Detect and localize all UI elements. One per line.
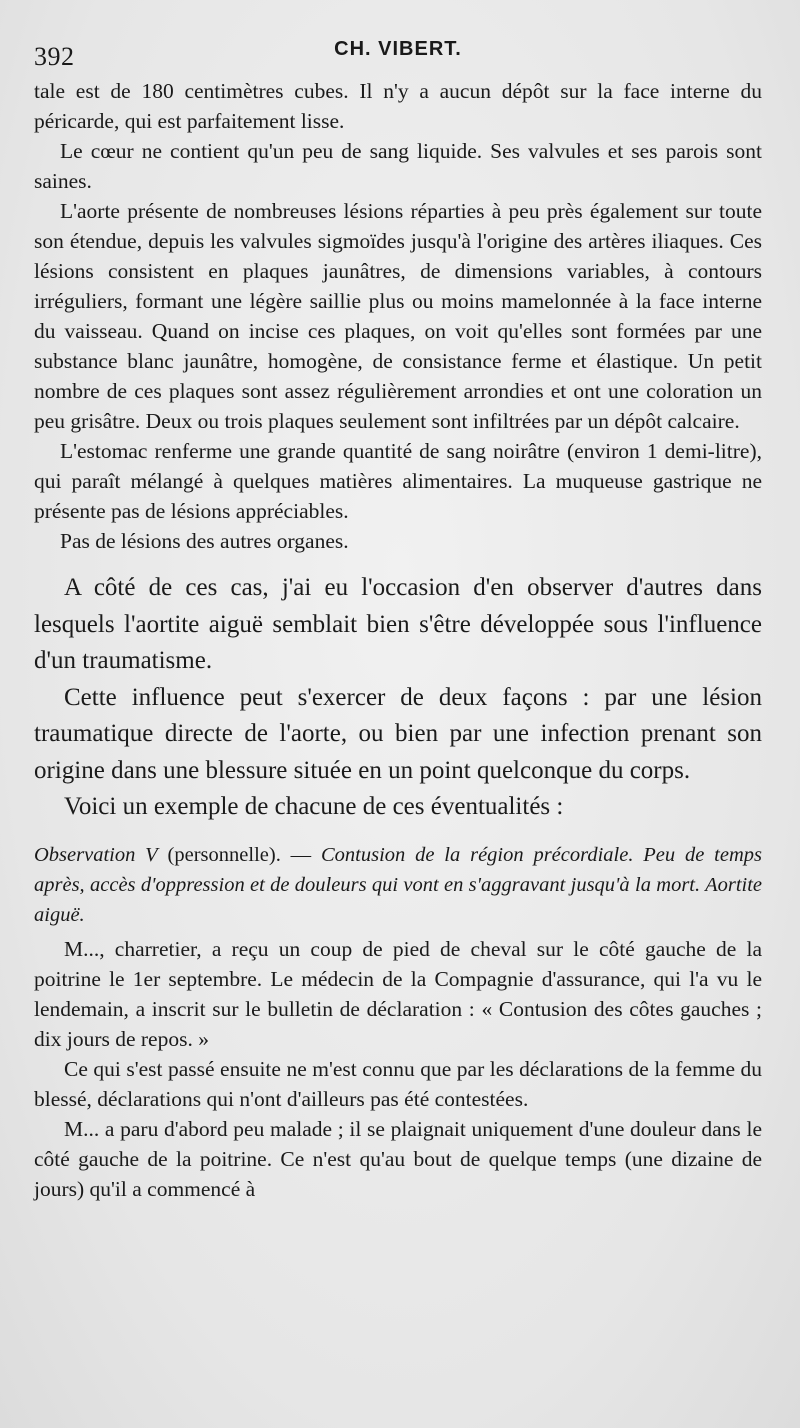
paragraph: Pas de lésions des autres organes.: [60, 529, 349, 553]
observation-body: [34, 934, 762, 1204]
body-text-small: [34, 76, 762, 556]
paragraph: tale est de 180 centimètres cubes. Il n'y a aucun dépôt sur la face interne du péricarde, qui est parfaitement lisse.: [34, 79, 762, 133]
body-text-large: [34, 570, 762, 826]
paragraph: Voici un exemple de chacune de ces éventualités :: [64, 793, 564, 820]
paragraph: A côté de ces cas, j'ai eu l'occasion d'en observer d'autres dans lesquels l'aortite aiguë semblait bien s'être développée sous l'influence d'un traumatisme.: [34, 574, 762, 674]
observation-heading: [34, 840, 762, 930]
paragraph: Le cœur ne contient qu'un peu de sang liquide. Ses valvules et ses parois sont saines.: [34, 139, 762, 193]
paragraph: M... a paru d'abord peu malade ; il se plaignait uniquement d'une douleur dans le côté gauche de la poitrine. Ce n'est qu'au bout de quelque temps (une dizaine de jours) qu'il a commencé à: [34, 1116, 762, 1201]
paragraph: Ce qui s'est passé ensuite ne m'est connu que par les déclarations de la femme du blessé, déclarations qui n'ont d'ailleurs pas été contestées.: [34, 1056, 762, 1111]
observation-label: Observation V: [34, 843, 158, 866]
observation-qualifier: (personnelle). —: [157, 843, 321, 866]
paragraph: L'estomac renferme une grande quantité de sang noirâtre (environ 1 demi-litre), qui paraît mélangé à quelques matières alimentaires. La muqueuse gastrique ne présente pas de lésions appréciables.: [34, 439, 762, 523]
running-head: CH. VIBERT.: [334, 38, 462, 60]
page-header: [34, 30, 762, 70]
paragraph: L'aorte présente de nombreuses lésions réparties à peu près également sur toute son étendue, depuis les valvules sigmoïdes jusqu'à l'origine des artères iliaques. Ces lésions consistent en plaques jaunâtres, de dimensions variables, à contours irréguliers, formant une légère saillie plus ou moins mamelonnée à la face interne du vaisseau. Quand on incise ces plaques, on voit qu'elles sont formées par une substance blanc jaunâtre, homogène, de consistance ferme et élastique. Un petit nombre de ces plaques sont assez régulièrement arrondies et ont une coloration un peu grisâtre. Deux ou trois plaques seulement sont infiltrées par un dépôt calcaire.: [34, 199, 762, 433]
page-number: 392: [34, 42, 75, 71]
paragraph: Cette influence peut s'exercer de deux façons : par une lésion traumatique directe de l'aorte, ou bien par une infection prenant son origine dans une blessure située en un point quelconque du corps.: [34, 683, 762, 784]
paragraph: M..., charretier, a reçu un coup de pied de cheval sur le côté gauche de la poitrine le 1er septembre. Le médecin de la Compagnie d'assurance, qui l'a vu le lendemain, a inscrit sur le bulletin de déclaration : « Contusion des côtes gauches ; dix jours de repos. »: [34, 936, 762, 1051]
observation-summary: Contusion de la région précordiale. Peu de temps après, accès d'oppression et de douleurs qui vont en s'aggravant jusqu'à la mort. Aortite aiguë.: [34, 843, 762, 926]
